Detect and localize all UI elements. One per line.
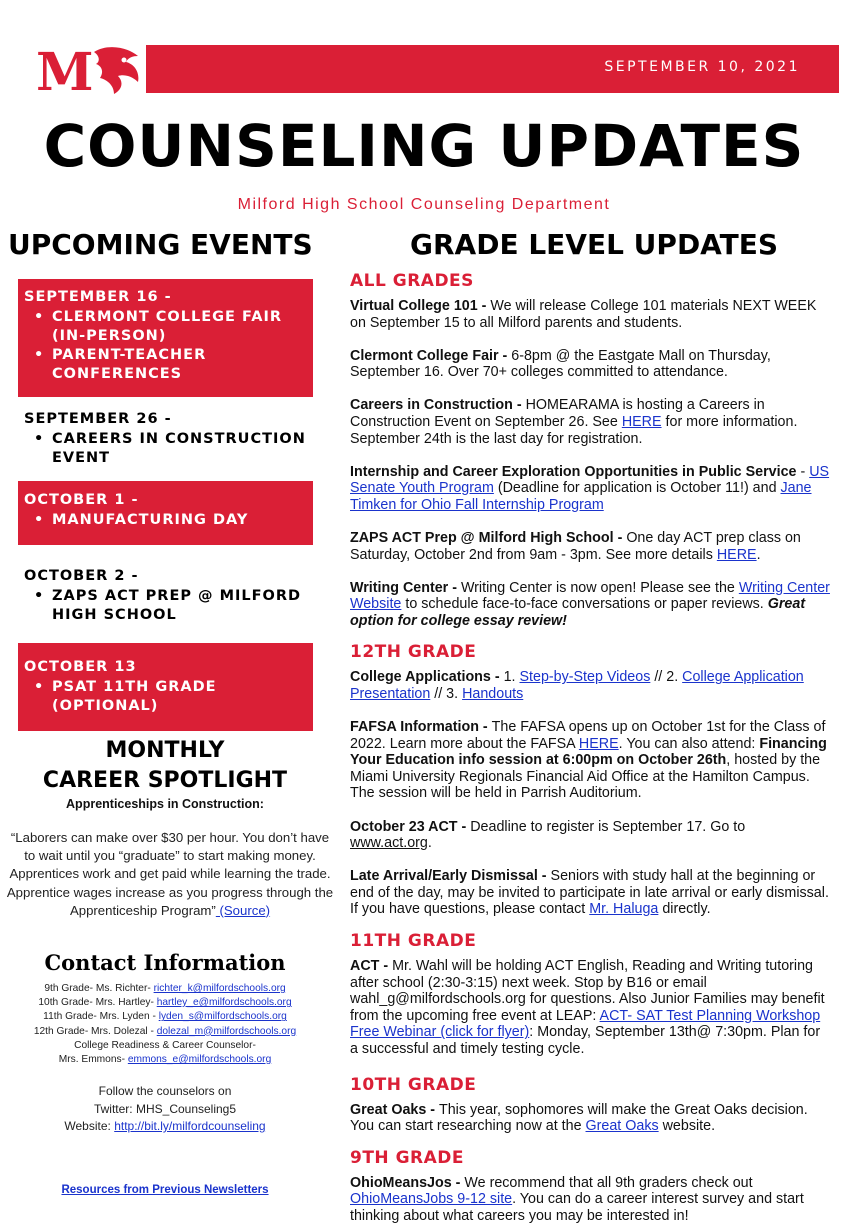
- update-text: 6-8pm @ the Eastgate Mall on Thursday, September 16. Over 70+ colleges committed to attendance.: [350, 347, 771, 381]
- website-link[interactable]: http://bit.ly/milfordcounseling: [114, 1119, 266, 1133]
- update-title: Virtual College 101 -: [350, 298, 491, 314]
- logo-letter: M: [36, 42, 94, 103]
- update-emphasis: Great option for college essay review!: [350, 596, 806, 629]
- update-text: This year, sophomores will make the Great Oaks decision. You can start researching now at the: [350, 1101, 808, 1135]
- page-subtitle: Milford High School Counseling Department: [237, 196, 611, 213]
- contact-line-12th: [10, 1025, 320, 1039]
- handouts-link[interactable]: Handouts: [462, 686, 524, 702]
- contact-title: Contact Information: [44, 950, 286, 975]
- contact-line-11th: [10, 1010, 320, 1024]
- great-oaks-link[interactable]: Great Oaks: [585, 1118, 659, 1135]
- event-oct1: [18, 481, 313, 545]
- resources-link[interactable]: Resources from Previous Newsletters: [61, 1184, 269, 1196]
- contact-label: Mrs. Emmons-: [58, 1054, 128, 1066]
- videos-link[interactable]: Step-by-Step Videos: [519, 669, 651, 686]
- milford-eagle-logo: [34, 42, 146, 103]
- spotlight-quote: [6, 829, 334, 920]
- contact-line-10th: [10, 996, 320, 1010]
- spotlight-line1: MONTHLY: [105, 738, 225, 763]
- source-link[interactable]: (Source): [215, 902, 271, 918]
- update-late-arrival: [350, 868, 830, 918]
- update-title: Internship and Career Exploration Opportunities in Public Service: [350, 463, 797, 480]
- event-bullet: • CAREERS IN CONSTRUCTION EVENT: [32, 430, 307, 468]
- update-text: .: [427, 835, 432, 852]
- update-text: for more information. September 24th is the last day for registration.: [350, 413, 798, 447]
- update-october-act: [350, 819, 830, 852]
- email-link[interactable]: richter_k@milfordschools.org: [153, 983, 286, 994]
- update-act-tutoring: [350, 958, 830, 1058]
- haluga-link[interactable]: Mr. Haluga: [589, 901, 659, 918]
- upcoming-events-heading: UPCOMING EVENTS: [8, 228, 313, 261]
- update-title: ACT -: [350, 958, 393, 975]
- webinar-link[interactable]: ACT- SAT Test Planning Workshop Free Webinar (click for flyer): [350, 1007, 821, 1041]
- update-text: directly.: [658, 901, 711, 918]
- timken-internship-link[interactable]: Jane Timken for Ohio Fall Internship Program: [350, 480, 812, 513]
- senate-youth-link[interactable]: US Senate Youth Program: [350, 463, 830, 497]
- website-line: [10, 1118, 320, 1136]
- update-title: Writing Center -: [350, 579, 461, 596]
- update-title: Late Arrival/Early Dismissal -: [350, 868, 551, 885]
- update-text: .: [756, 546, 761, 563]
- update-text: // 2.: [650, 669, 683, 686]
- update-title: ZAPS ACT Prep @ Milford High School -: [350, 529, 627, 546]
- act-org-link[interactable]: www.act.org: [350, 835, 428, 852]
- page-title: COUNSELING UPDATES: [43, 112, 805, 180]
- update-careers-construction: [350, 397, 830, 447]
- event-bullet: • PSAT 11TH GRADE (OPTIONAL): [32, 678, 307, 716]
- contact-label: 12th Grade- Mrs. Dolezal -: [33, 1025, 157, 1037]
- update-text: . You can also attend:: [618, 735, 760, 752]
- contact-line-9th: [10, 982, 320, 996]
- update-title: OhioMeansJos -: [350, 1174, 465, 1191]
- update-text: Writing Center is now open! Please see the: [460, 579, 739, 596]
- email-link[interactable]: dolezal_m@milfordschools.org: [156, 1025, 297, 1037]
- event-date: OCTOBER 2 -: [24, 568, 139, 584]
- contact-list: [10, 982, 320, 1067]
- update-title: College Applications -: [350, 669, 504, 686]
- update-text: : Monday, September 13th@ 7:30pm. Plan for a successful and timely testing cycle.: [350, 1024, 821, 1057]
- event-date: SEPTEMBER 16 -: [24, 289, 172, 305]
- contact-label: 11th Grade- Mrs. Lyden -: [43, 1011, 159, 1023]
- 11th-grade-heading: 11TH GRADE: [350, 931, 477, 952]
- event-date: OCTOBER 13: [24, 659, 137, 675]
- update-text: (Deadline for application is October 11!) and: [493, 480, 781, 497]
- update-text: 1.: [503, 669, 520, 686]
- career-spotlight-title: [20, 736, 310, 796]
- event-sep16: [18, 279, 313, 397]
- update-title: Great Oaks -: [350, 1101, 439, 1118]
- spotlight-line2: CAREER SPOTLIGHT: [42, 768, 288, 793]
- update-title: October 23 ACT -: [350, 818, 471, 835]
- update-fafsa: [350, 719, 830, 802]
- update-text: website.: [658, 1118, 716, 1135]
- update-text: Mr. Wahl will be holding ACT English, Reading and Writing tutoring after school (2:30-3:15) next week. Stop by B16 or email wahl_g@milfordschools.org for questions. Also Junior Families may benefit from the upcoming free event at LEAP:: [350, 958, 825, 1024]
- update-great-oaks: [350, 1102, 830, 1135]
- issue-date: SEPTEMBER 10, 2021: [604, 59, 800, 75]
- event-sep26: [18, 403, 313, 469]
- event-date: SEPTEMBER 26 -: [24, 411, 172, 427]
- all-grades-heading: ALL GRADES: [350, 271, 474, 291]
- event-bullet: • PARENT-TEACHER CONFERENCES: [32, 346, 307, 384]
- follow-info: [10, 1083, 320, 1136]
- update-college-fair: [350, 348, 830, 381]
- event-bullet: • MANUFACTURING DAY: [32, 511, 307, 530]
- update-text: HOMEARAMA is hosting a Careers in Construction Event on September 26. See: [350, 397, 765, 430]
- email-link[interactable]: hartley_e@milfordschools.org: [156, 997, 292, 1009]
- event-bullet: • CLERMONT COLLEGE FAIR (IN-PERSON): [32, 308, 307, 346]
- here-link[interactable]: HERE: [578, 735, 619, 752]
- update-text: -: [796, 463, 810, 480]
- event-oct13: [18, 643, 313, 731]
- email-link[interactable]: emmons_e@milfordschools.org: [127, 1054, 272, 1066]
- update-text: Deadline to register is September 17. Go to: [470, 818, 746, 835]
- ohiomeansjobs-link[interactable]: OhioMeansJobs 9-12 site: [350, 1191, 513, 1208]
- update-text: to schedule face-to-face conversations or paper reviews.: [401, 596, 768, 613]
- update-text: // 3.: [430, 686, 463, 702]
- here-link[interactable]: HERE: [716, 546, 757, 563]
- update-text: The FAFSA opens up on October 1st for the Class of 2022. Learn more about the FAFSA: [350, 719, 826, 752]
- update-text: One day ACT prep class on Saturday, October 2nd from 9am - 3pm. See more details: [350, 529, 801, 563]
- follow-line: Follow the counselors on: [98, 1084, 232, 1098]
- update-title: FAFSA Information -: [350, 719, 492, 736]
- update-text: Seniors with study hall at the beginning or end of the day, may be invited to participate in late arrival or early dismissal. If you have questions, please contact: [350, 868, 829, 918]
- update-bold: Financing Your Education info session at 6:00pm on October 26th: [350, 735, 827, 769]
- update-title: Clermont College Fair -: [350, 347, 512, 364]
- website-label: Website:: [64, 1119, 115, 1133]
- event-oct2: [18, 560, 313, 630]
- here-link[interactable]: HERE: [621, 413, 662, 430]
- quote-text: “Laborers can make over $30 per hour. You don’t have to wait until you “graduate” to start making money. Apprentices work and get paid while learning the trade. Apprentice wages increase as you progress through the Apprenticeship Program”: [6, 830, 334, 918]
- update-text: We will release College 101 materials NEXT WEEK on September 15 to all Milford parents and students.: [350, 298, 817, 331]
- update-text: We recommend that all 9th graders check out: [464, 1174, 753, 1191]
- update-ohiomeansjobs: [350, 1175, 830, 1225]
- update-title: Careers in Construction -: [350, 397, 526, 414]
- update-text: . You can do a career interest survey and start thinking about what careers you may be interested in!: [350, 1191, 804, 1224]
- contact-label: 9th Grade- Ms. Richter-: [44, 983, 154, 994]
- update-internship: [350, 464, 830, 514]
- update-writing-center: [350, 580, 830, 630]
- spotlight-subtitle: Apprenticeships in Construction:: [66, 797, 264, 811]
- update-text: , hosted by the Miami University Regionals Financial Aid Office at the Hamilton Campus. The session will be held in Parrish Auditorium.: [350, 752, 821, 802]
- update-college-applications: [350, 669, 830, 702]
- grade-updates-column: [350, 268, 830, 1225]
- 12th-grade-heading: 12TH GRADE: [350, 642, 477, 663]
- email-link[interactable]: lyden_s@milfordschools.org: [158, 1011, 287, 1023]
- twitter-handle: Twitter: MHS_Counseling5: [93, 1101, 237, 1116]
- 9th-grade-heading: 9TH GRADE: [350, 1147, 464, 1168]
- writing-center-link[interactable]: Writing Center Website: [350, 579, 830, 613]
- presentation-link[interactable]: College Application Presentation: [350, 669, 804, 702]
- readiness-label: College Readiness & Career Counselor-: [74, 1039, 256, 1051]
- grade-level-heading: GRADE LEVEL UPDATES: [410, 228, 779, 261]
- contact-line-readiness: [10, 1053, 320, 1067]
- update-virtual-college: [350, 298, 830, 331]
- 10th-grade-heading: 10TH GRADE: [350, 1074, 477, 1095]
- event-bullet: • ZAPS ACT PREP @ MILFORD HIGH SCHOOL: [32, 587, 307, 625]
- update-zaps: [350, 530, 830, 563]
- event-date: OCTOBER 1 -: [24, 492, 139, 508]
- contact-label: 10th Grade- Mrs. Hartley-: [38, 997, 157, 1009]
